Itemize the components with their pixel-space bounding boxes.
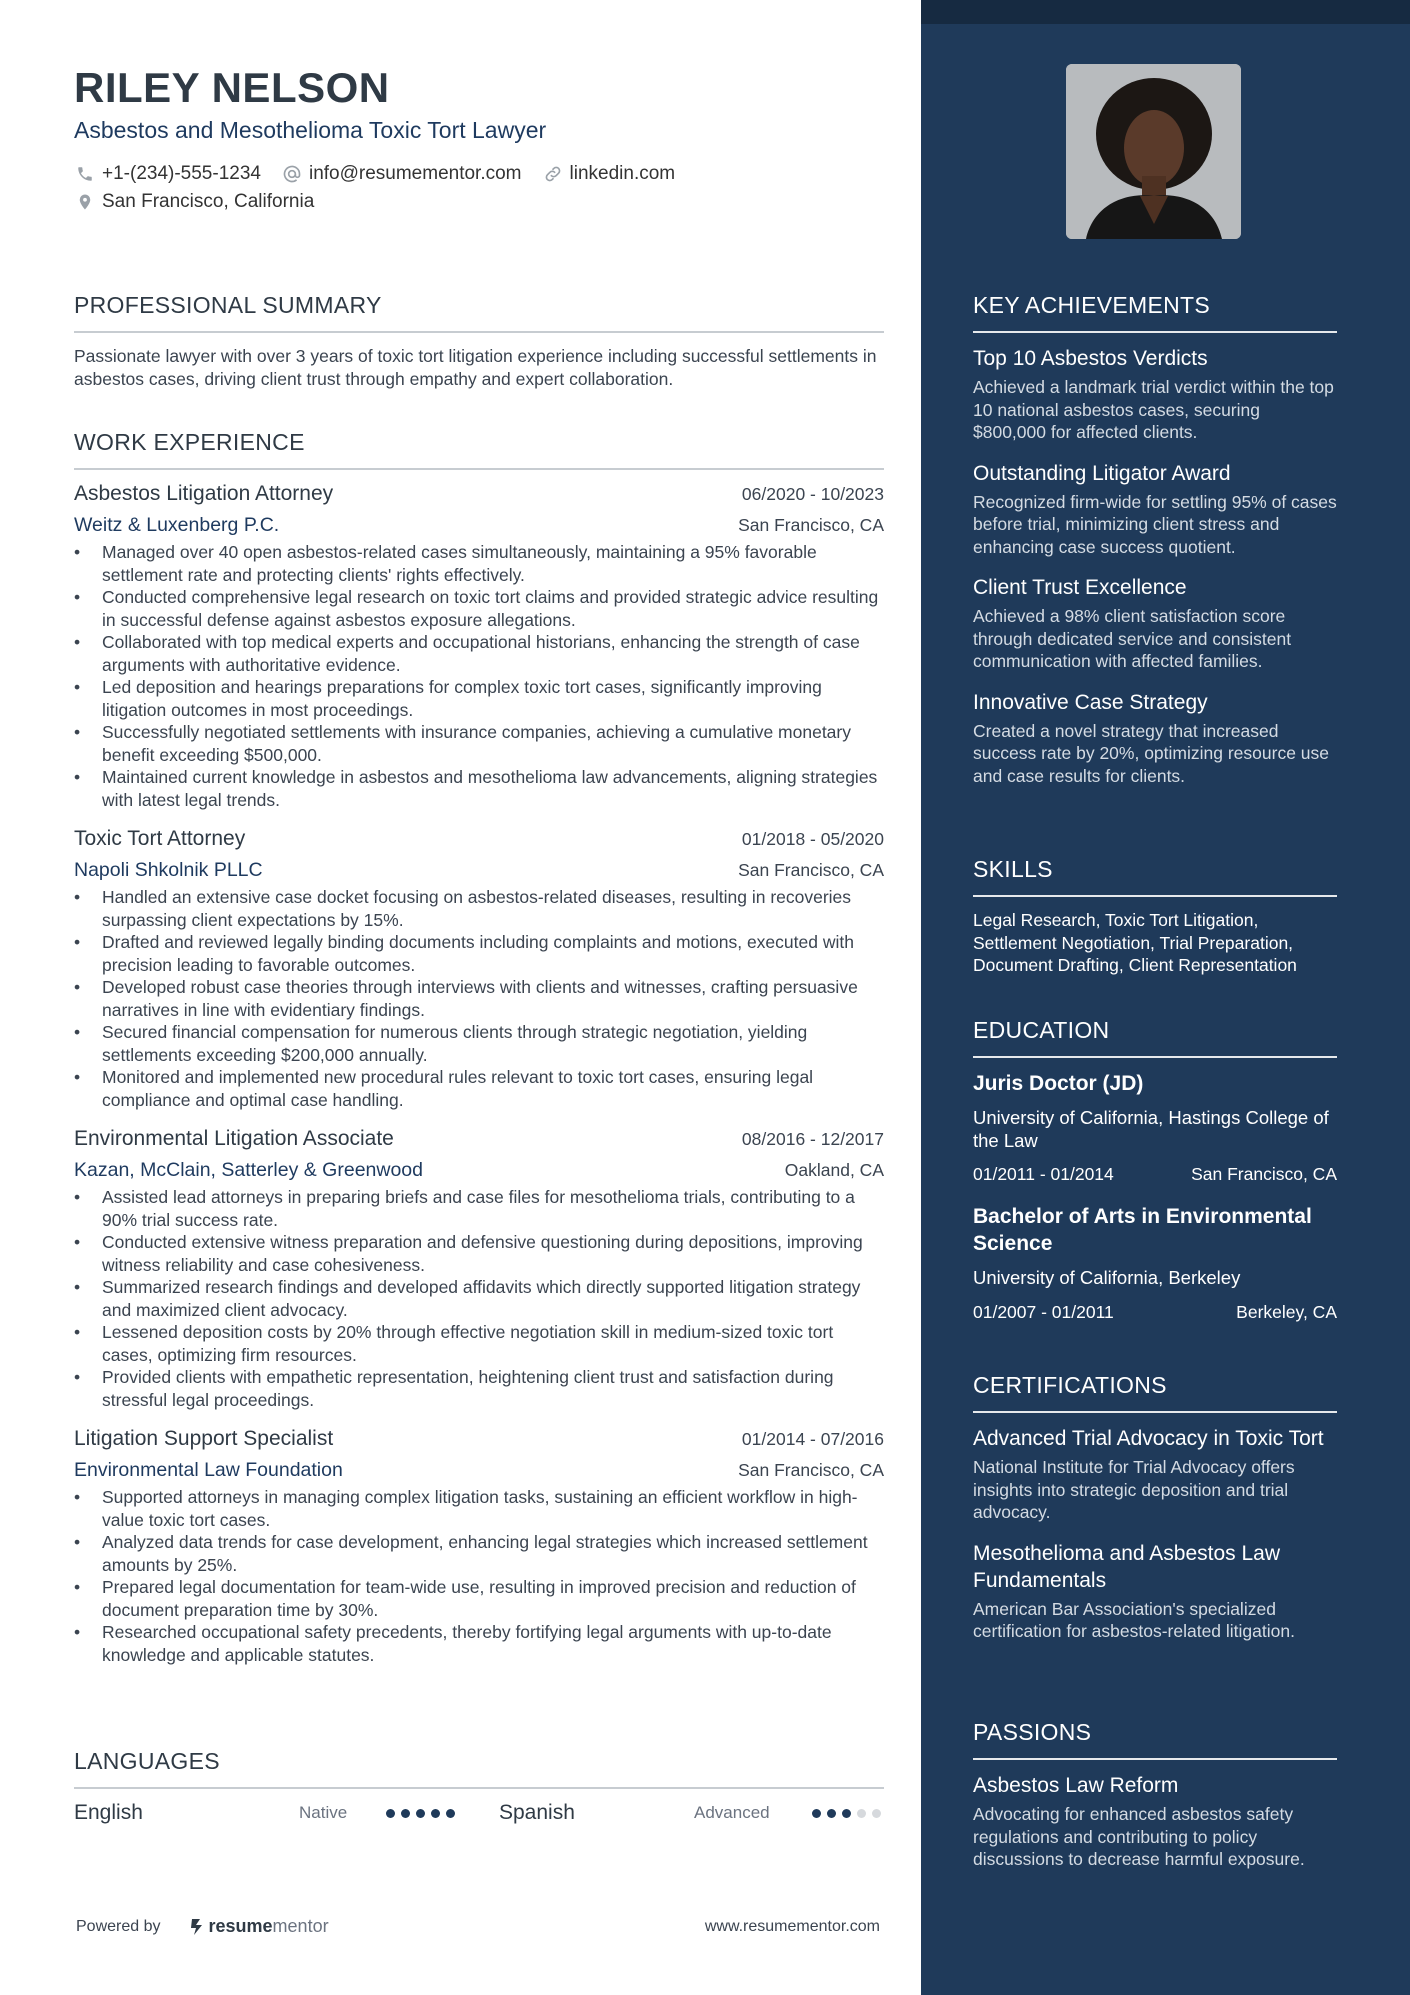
achievement-text: Created a novel strategy that increased success rate by 20%, optimizing resource use and case results for clients.	[973, 720, 1329, 786]
achievement-title: Top 10 Asbestos Verdicts	[973, 347, 1208, 370]
job-entry	[74, 1427, 884, 1666]
rating-dot-filled	[842, 1809, 851, 1818]
job-bullets	[74, 886, 884, 1111]
job-bullet: • Maintained current knowledge in asbestos and mesothelioma law advancements, aligning strategies with latest legal trends.	[74, 766, 884, 811]
job-location: Oakland, CA	[784, 1160, 884, 1180]
education-degree: Juris Doctor (JD)	[973, 1072, 1144, 1095]
job-bullet: • Successfully negotiated settlements with insurance companies, achieving a cumulative monetary benefit exceeding $500,000.	[74, 721, 884, 766]
achievement-text: Achieved a 98% client satisfaction score through dedicated service and consistent communication with affected families.	[973, 606, 1292, 671]
language-item	[74, 1801, 499, 1825]
job-title: Environmental Litigation Associate	[74, 1127, 394, 1150]
languages-section	[74, 1748, 884, 1825]
certification-text: National Institute for Trial Advocacy offers insights into strategic deposition and trial advocacy.	[973, 1457, 1295, 1522]
job-bullet: • Researched occupational safety precedents, thereby fortifying legal arguments with up-to-date knowledge and applicable statutes.	[74, 1621, 884, 1666]
job-bullets	[74, 541, 884, 811]
job-bullet: • Drafted and reviewed legally binding documents including complaints and motions, executed with precision leading to favorable outcomes.	[74, 931, 884, 976]
job-company: Napoli Shkolnik PLLC	[74, 859, 263, 881]
phone-icon	[74, 163, 96, 185]
job-entry	[74, 1127, 884, 1411]
job-bullet: • Provided clients with empathetic representation, heightening client trust and satisfaction during stressful legal proceedings.	[74, 1366, 884, 1411]
job-company: Weitz & Luxenberg P.C.	[74, 514, 280, 536]
job-dates: 06/2020 - 10/2023	[741, 484, 884, 504]
job-entry	[74, 482, 884, 811]
job-bullet: • Conducted comprehensive legal research on toxic tort claims and provided strategic advice resulting in successful defense against asbestos exposure allegations.	[74, 586, 884, 631]
job-bullet: • Developed robust case theories through interviews with clients and witnesses, crafting persuasive narratives in line with evidentiary findings.	[74, 976, 884, 1021]
job-bullet: • Prepared legal documentation for team-wide use, resulting in improved precision and reduction of document preparation time by 30%.	[74, 1576, 884, 1621]
contact-email[interactable]	[281, 163, 522, 185]
job-dates: 01/2018 - 05/2020	[741, 829, 884, 849]
job-bullets	[74, 1186, 884, 1411]
contact-linkedin[interactable]	[542, 163, 676, 185]
job-entry	[74, 827, 884, 1111]
achievements-section	[973, 292, 1337, 787]
job-location: San Francisco, CA	[738, 860, 884, 880]
certification-title: Advanced Trial Advocacy in Toxic Tort	[973, 1427, 1324, 1450]
job-bullet: • Assisted lead attorneys in preparing briefs and case files for mesothelioma trials, contributing to a 90% trial success rate.	[74, 1186, 884, 1231]
certification-text: American Bar Association's specialized certification for asbestos-related litigation.	[973, 1598, 1295, 1641]
at-icon	[281, 163, 303, 185]
certifications-section	[973, 1372, 1337, 1643]
language-name: English	[74, 1801, 143, 1824]
candidate-name: RILEY NELSON	[74, 64, 390, 111]
education-degree: Bachelor of Arts in Environmental Science	[973, 1205, 1312, 1255]
language-rating	[812, 1809, 881, 1818]
education-location: San Francisco, CA	[1191, 1164, 1337, 1184]
languages-heading: LANGUAGES	[74, 1748, 884, 1789]
experience-section	[74, 429, 884, 1666]
contact-phone[interactable]	[74, 163, 261, 185]
education-dates: 01/2011 - 01/2014	[973, 1164, 1114, 1184]
location-pin-icon	[74, 191, 96, 213]
job-bullet: • Handled an extensive case docket focusing on asbestos-related diseases, resulting in recoveries surpassing client expectations by 15%.	[74, 886, 884, 931]
achievement-text: Achieved a landmark trial verdict within the top 10 national asbestos cases, securing $800,000 for affected clients.	[973, 377, 1334, 442]
education-dates: 01/2007 - 01/2011	[973, 1301, 1114, 1322]
profile-photo	[1066, 64, 1241, 239]
job-bullets	[74, 1486, 884, 1666]
logo-text-light: mentor	[272, 1916, 329, 1936]
education-school: University of California, Hastings College of the Law	[973, 1107, 1329, 1151]
logo-text-bold: resume	[208, 1916, 273, 1936]
achievement-text: Recognized firm-wide for settling 95% of cases before trial, minimizing client stress and enhancing case success quotient.	[973, 491, 1337, 557]
job-bullet: • Lessened deposition costs by 20% through effective negotiation skill in medium-sized toxic tort cases, optimizing firm resources.	[74, 1321, 884, 1366]
rating-dot-filled	[416, 1809, 425, 1818]
job-bullet: • Managed over 40 open asbestos-related cases simultaneously, maintaining a 95% favorable settlement rate and protecting clients' rights effectively.	[74, 541, 884, 586]
summary-text: Passionate lawyer with over 3 years of toxic tort litigation experience including successful settlements in asbestos cases, driving client trust through empathy and expert collaboration.	[74, 346, 877, 389]
passion-title: Asbestos Law Reform	[973, 1774, 1179, 1797]
education-school: University of California, Berkeley	[973, 1267, 1241, 1288]
education-location: Berkeley, CA	[1236, 1301, 1337, 1322]
job-location: San Francisco, CA	[738, 1460, 884, 1480]
job-bullet: • Led deposition and hearings preparations for complex toxic tort cases, significantly improving litigation outcomes in most proceedings.	[74, 676, 884, 721]
passions-heading: PASSIONS	[973, 1719, 1337, 1760]
skills-section	[973, 856, 1337, 977]
job-title: Litigation Support Specialist	[74, 1427, 334, 1450]
footer-website[interactable]: www.resumementor.com	[704, 1917, 880, 1935]
achievement-title: Innovative Case Strategy	[973, 690, 1208, 714]
link-icon	[542, 163, 564, 185]
job-company: Environmental Law Foundation	[74, 1459, 343, 1481]
job-bullet: • Summarized research findings and developed affidavits which directly supported litigation strategy and maximized client advocacy.	[74, 1276, 884, 1321]
job-bullet: • Conducted extensive witness preparation and defensive questioning during depositions, improving witness reliability and case cohesiveness.	[74, 1231, 884, 1276]
sidebar	[921, 0, 1410, 1995]
job-bullet: • Analyzed data trends for case development, enhancing legal strategies which increased settlement amounts by 25%.	[74, 1531, 884, 1576]
rating-dot-filled	[431, 1809, 440, 1818]
rating-dot-filled	[827, 1809, 836, 1818]
candidate-title: Asbestos and Mesothelioma Toxic Tort Lawyer	[74, 117, 547, 143]
rating-dot-filled	[446, 1809, 455, 1818]
contact-info	[74, 161, 695, 217]
powered-by-label: Powered by	[76, 1917, 161, 1935]
education-section	[973, 1017, 1337, 1323]
skills-heading: SKILLS	[973, 856, 1337, 897]
sidebar-top-bar	[921, 0, 1410, 24]
job-location: San Francisco, CA	[738, 515, 884, 535]
rating-dot-empty	[872, 1809, 881, 1818]
linkedin-text: linkedin.com	[569, 163, 676, 184]
job-bullet: • Supported attorneys in managing complex litigation tasks, sustaining an efficient workflow in high-value toxic tort cases.	[74, 1486, 884, 1531]
achievement-title: Client Trust Excellence	[973, 576, 1187, 599]
job-bullet: • Collaborated with top medical experts and occupational historians, enhancing the strength of case arguments with authoritative evidence.	[74, 631, 884, 676]
education-heading: EDUCATION	[973, 1017, 1337, 1058]
rating-dot-empty	[857, 1809, 866, 1818]
job-bullet: • Monitored and implemented new procedural rules relevant to toxic tort cases, ensuring legal compliance and optimal case handling.	[74, 1066, 884, 1111]
job-dates: 01/2014 - 07/2016	[741, 1429, 884, 1449]
footer	[76, 1916, 880, 1937]
job-bullet: • Secured financial compensation for numerous clients through strategic negotiation, yielding settlements exceeding $200,000 annually.	[74, 1021, 884, 1066]
experience-heading: WORK EXPERIENCE	[74, 429, 884, 470]
summary-heading: PROFESSIONAL SUMMARY	[74, 292, 884, 333]
skills-text: Legal Research, Toxic Tort Litigation, Settlement Negotiation, Trial Preparation, Document Drafting, Client Representation	[973, 910, 1297, 975]
achievement-title: Outstanding Litigator Award	[973, 461, 1231, 485]
achievements-heading: KEY ACHIEVEMENTS	[973, 292, 1337, 333]
job-dates: 08/2016 - 12/2017	[741, 1129, 884, 1149]
location-text: San Francisco, California	[102, 191, 315, 212]
certifications-heading: CERTIFICATIONS	[973, 1372, 1337, 1413]
passion-text: Advocating for enhanced asbestos safety regulations and contributing to policy discussions to decrease harmful exposure.	[973, 1804, 1305, 1869]
summary-section	[74, 292, 884, 390]
language-level: Native	[299, 1803, 348, 1822]
language-level: Advanced	[694, 1803, 770, 1822]
rating-dot-filled	[812, 1809, 821, 1818]
logo-mark-icon	[189, 1917, 205, 1937]
email-text: info@resumementor.com	[308, 163, 522, 184]
contact-location	[74, 191, 314, 213]
resumementor-logo[interactable]	[189, 1916, 329, 1937]
job-title: Asbestos Litigation Attorney	[74, 482, 334, 505]
phone-text: +1-(234)-555-1234	[102, 163, 261, 184]
passions-section	[973, 1719, 1337, 1871]
language-rating	[386, 1809, 455, 1818]
job-company: Kazan, McClain, Satterley & Greenwood	[74, 1159, 424, 1181]
language-item	[499, 1801, 884, 1825]
job-title: Toxic Tort Attorney	[74, 827, 246, 850]
certification-title: Mesothelioma and Asbestos Law Fundamentals	[973, 1541, 1281, 1592]
rating-dot-filled	[401, 1809, 410, 1818]
rating-dot-filled	[386, 1809, 395, 1818]
language-name: Spanish	[499, 1801, 575, 1824]
